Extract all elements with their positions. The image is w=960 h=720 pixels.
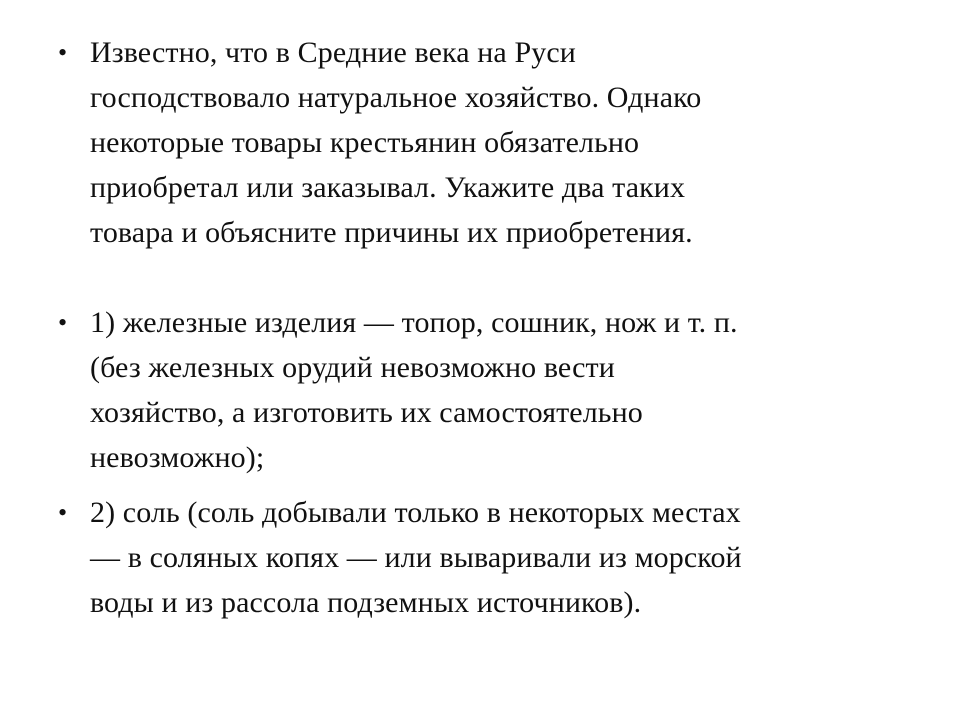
bullet-dot-icon: • [58,498,68,527]
answer-2-text: 2) соль (соль добывали только в некоторых местах — в соляных копях — или вываривали из морской воды и из рассола подземных источников). [90,496,742,619]
bullet-item-question [58,30,918,255]
bullet-item-answer-1 [58,300,918,480]
bullet-item-answer-2 [58,490,918,625]
bullet-list [58,30,918,625]
bullet-dot-icon: • [58,308,68,337]
answer-1-text: 1) железные изделия — топор, сошник, нож и т. п. (без железных орудий невозможно вести хозяйство, а изготовить их самостоятельно невозможно); [90,306,738,474]
bullet-dot-icon: • [58,38,68,67]
question-text: Известно, что в Средние века на Руси господствовало натуральное хозяйство. Однако некоторые товары крестьянин обязательно приобретал или заказывал. Укажите два таких товара и объясните причины их приобретения. [90,36,702,249]
